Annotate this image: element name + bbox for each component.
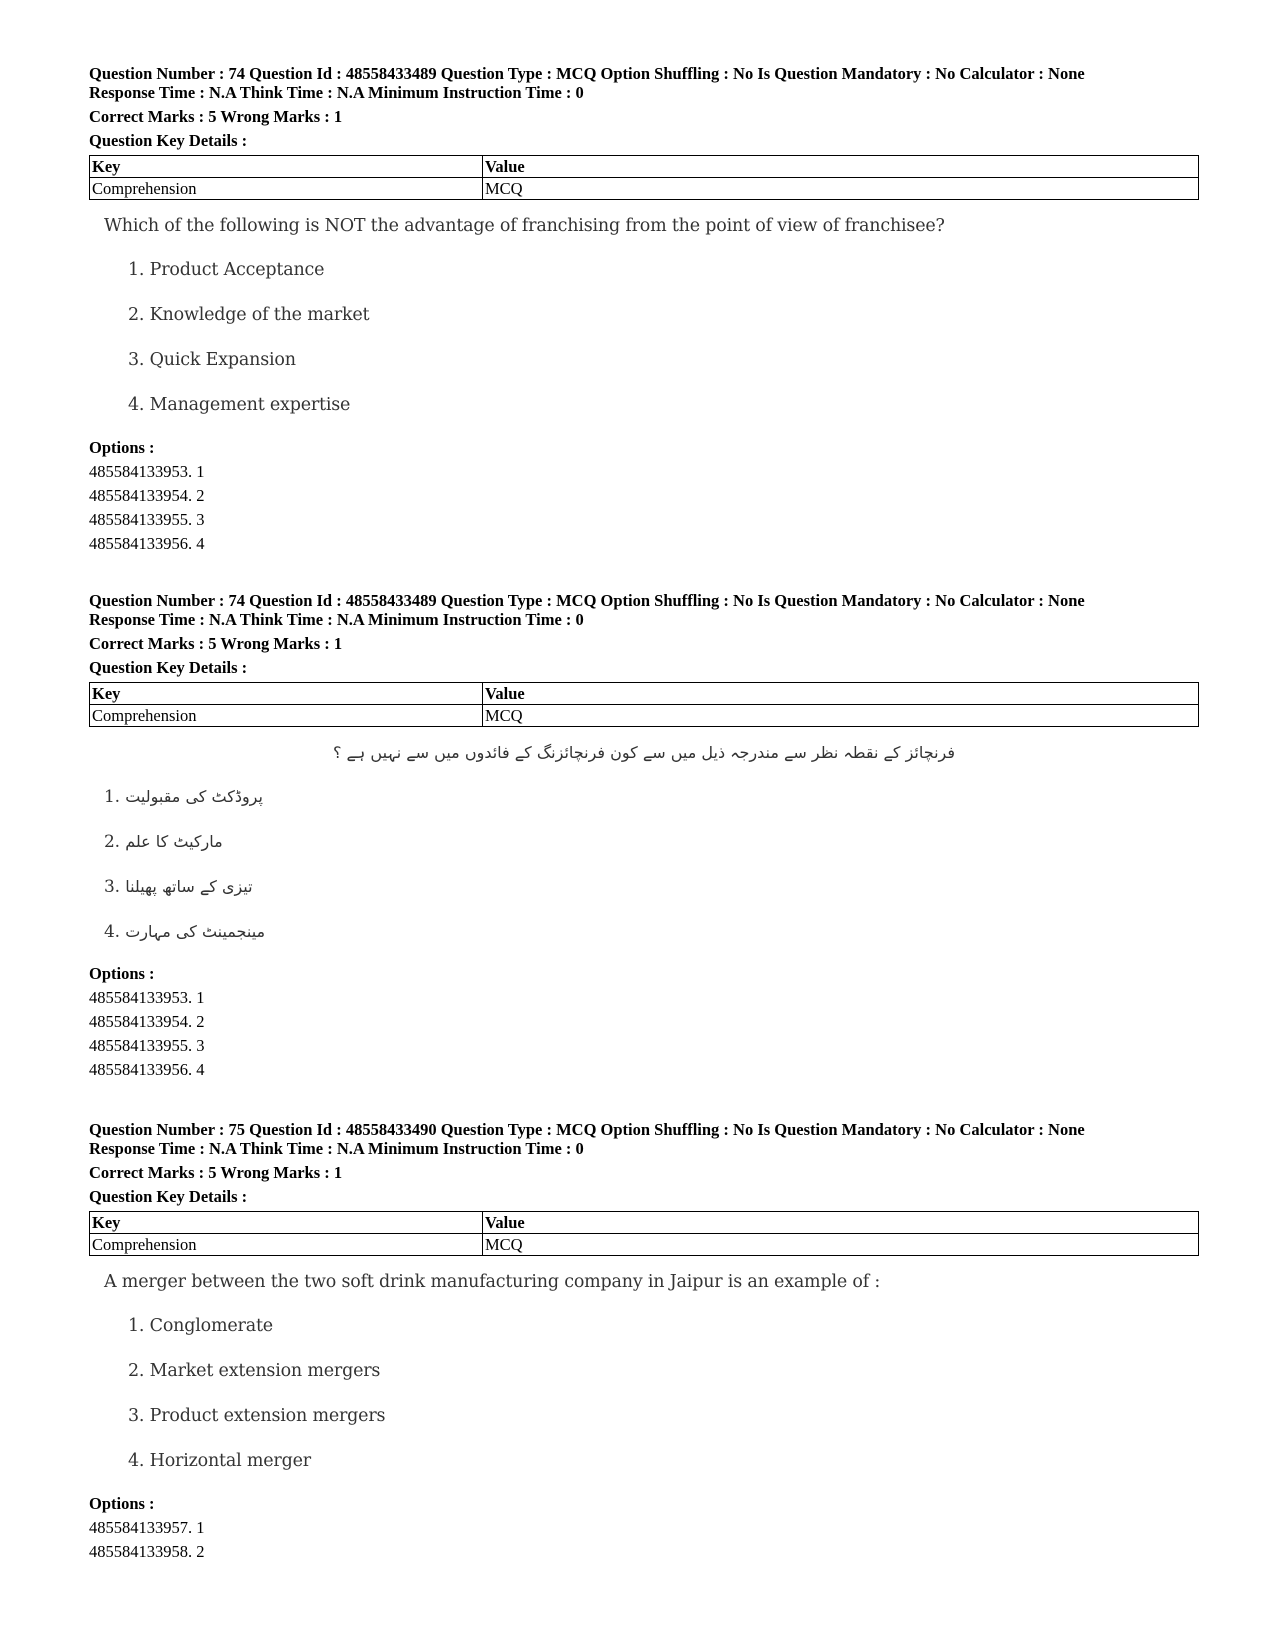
table-row bbox=[90, 705, 1199, 727]
question-header-line2: Response Time : N.A Think Time : N.A Minimum Instruction Time : 0 bbox=[89, 1139, 584, 1158]
choice-item: 3. Quick Expansion bbox=[128, 350, 296, 370]
choice-item: 3. Product extension mergers bbox=[128, 1406, 386, 1426]
choice-list bbox=[128, 1304, 1199, 1484]
option-line: 485584133956. 4 bbox=[89, 534, 205, 553]
table-row bbox=[90, 178, 1199, 200]
choice-item: 2. Market extension mergers bbox=[128, 1361, 381, 1381]
question-header-line1: Question Number : 75 Question Id : 48558433490 Question Type : MCQ Option Shuffling : No Is Question Mandatory : No Calculator : None bbox=[89, 1120, 1085, 1139]
options-label: Options : bbox=[89, 964, 155, 983]
option-line: 485584133955. 3 bbox=[89, 510, 205, 529]
question-header-line2: Response Time : N.A Think Time : N.A Minimum Instruction Time : 0 bbox=[89, 83, 584, 102]
table-header-key: Key bbox=[90, 1212, 483, 1234]
choice-item bbox=[104, 774, 1199, 819]
question-block-2 bbox=[89, 591, 1199, 1082]
table-header-key: Key bbox=[90, 683, 483, 705]
table-cell-key: Comprehension bbox=[90, 705, 483, 727]
choice-list bbox=[128, 248, 1199, 428]
choice-item: 4. Management expertise bbox=[128, 395, 351, 415]
choice-item: 2. Knowledge of the market bbox=[128, 305, 370, 325]
option-line: 485584133954. 2 bbox=[89, 486, 205, 505]
table-cell-key: Comprehension bbox=[90, 1234, 483, 1256]
question-header-line1: Question Number : 74 Question Id : 48558433489 Question Type : MCQ Option Shuffling : No Is Question Mandatory : No Calculator : None bbox=[89, 591, 1085, 610]
choice-number: .4 bbox=[104, 922, 120, 942]
key-details-label: Question Key Details : bbox=[89, 131, 248, 150]
choice-item: 1. Product Acceptance bbox=[128, 260, 325, 280]
marks-line: Correct Marks : 5 Wrong Marks : 1 bbox=[89, 107, 343, 126]
options-label: Options : bbox=[89, 438, 155, 457]
key-details-table bbox=[89, 682, 1199, 727]
table-cell-value: MCQ bbox=[483, 705, 1199, 727]
question-text: فرنچائز کے نقطہ نظر سے مندرجہ ذیل میں سے کون فرنچائزنگ کے فائدوں میں سے نہیں ہے ؟ bbox=[332, 743, 956, 762]
choice-item bbox=[104, 909, 1199, 954]
table-header-row bbox=[90, 1212, 1199, 1234]
question-text: A merger between the two soft drink manufacturing company in Jaipur is an example of : bbox=[104, 1272, 881, 1292]
question-header-line1: Question Number : 74 Question Id : 48558433489 Question Type : MCQ Option Shuffling : No Is Question Mandatory : No Calculator : None bbox=[89, 64, 1085, 83]
table-header-row bbox=[90, 683, 1199, 705]
table-header-key: Key bbox=[90, 156, 483, 178]
choice-list bbox=[104, 774, 1199, 954]
option-line: 485584133953. 1 bbox=[89, 462, 205, 481]
choice-number: .2 bbox=[104, 832, 120, 852]
option-line: 485584133954. 2 bbox=[89, 1012, 205, 1031]
choice-item bbox=[104, 864, 1199, 909]
option-line: 485584133957. 1 bbox=[89, 1518, 205, 1537]
options-label: Options : bbox=[89, 1494, 155, 1513]
option-line: 485584133955. 3 bbox=[89, 1036, 205, 1055]
table-row bbox=[90, 1234, 1199, 1256]
question-text: Which of the following is NOT the advantage of franchising from the point of view of franchisee? bbox=[104, 216, 945, 236]
option-line: 485584133958. 2 bbox=[89, 1542, 205, 1561]
table-cell-key: Comprehension bbox=[90, 178, 483, 200]
choice-item: 1. Conglomerate bbox=[128, 1316, 273, 1336]
choice-text: مینجمینٹ کی مہارت bbox=[125, 922, 266, 941]
option-line: 485584133956. 4 bbox=[89, 1060, 205, 1079]
table-header-row bbox=[90, 156, 1199, 178]
key-details-table bbox=[89, 1211, 1199, 1256]
choice-text: تیزی کے ساتھ پھیلنا bbox=[125, 877, 253, 896]
key-details-label: Question Key Details : bbox=[89, 1187, 248, 1206]
question-block-3 bbox=[89, 1120, 1199, 1564]
table-cell-value: MCQ bbox=[483, 178, 1199, 200]
choice-number: .1 bbox=[104, 787, 120, 807]
choice-text: مارکیٹ کا علم bbox=[125, 832, 223, 851]
question-header-line2: Response Time : N.A Think Time : N.A Minimum Instruction Time : 0 bbox=[89, 610, 584, 629]
table-header-value: Value bbox=[483, 683, 1199, 705]
marks-line: Correct Marks : 5 Wrong Marks : 1 bbox=[89, 1163, 343, 1182]
key-details-table bbox=[89, 155, 1199, 200]
key-details-label: Question Key Details : bbox=[89, 658, 248, 677]
marks-line: Correct Marks : 5 Wrong Marks : 1 bbox=[89, 634, 343, 653]
table-header-value: Value bbox=[483, 1212, 1199, 1234]
option-line: 485584133953. 1 bbox=[89, 988, 205, 1007]
question-block-1 bbox=[89, 64, 1199, 556]
choice-text: پروڈکٹ کی مقبولیت bbox=[125, 787, 263, 806]
table-header-value: Value bbox=[483, 156, 1199, 178]
choice-item: 4. Horizontal merger bbox=[128, 1451, 311, 1471]
choice-number: .3 bbox=[104, 877, 120, 897]
table-cell-value: MCQ bbox=[483, 1234, 1199, 1256]
choice-item bbox=[104, 819, 1199, 864]
